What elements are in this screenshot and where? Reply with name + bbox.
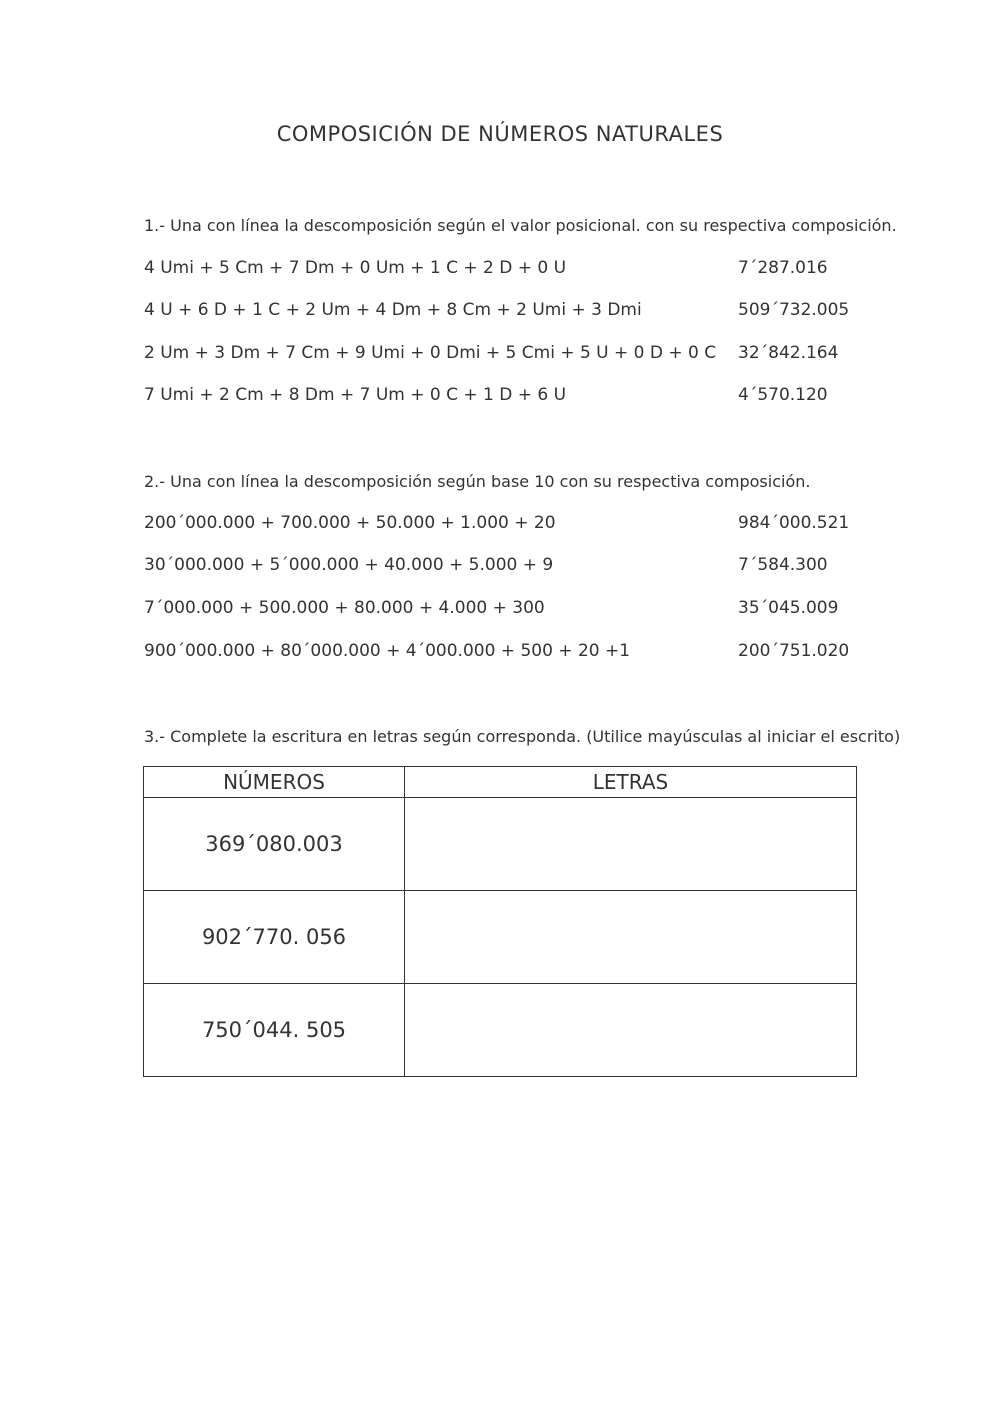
table-row bbox=[144, 984, 857, 1077]
header-letters: LETRAS bbox=[405, 767, 857, 798]
composition-number: 7´584.300 bbox=[738, 555, 828, 575]
section2-row bbox=[144, 555, 864, 579]
decomposition-text: 4 Umi + 5 Cm + 7 Dm + 0 Um + 1 C + 2 D + 0 U bbox=[144, 258, 567, 278]
section1-row bbox=[144, 385, 864, 409]
section2-row bbox=[144, 641, 864, 665]
number-cell: 750´044. 505 bbox=[144, 984, 405, 1077]
number-cell: 369´080.003 bbox=[144, 798, 405, 891]
number-cell: 902´770. 056 bbox=[144, 891, 405, 984]
letters-answer-cell[interactable] bbox=[405, 891, 857, 984]
section3-instruction: 3.- Complete la escritura en letras según corresponda. (Utilice mayúsculas al iniciar el escrito) bbox=[144, 727, 901, 746]
table-row bbox=[144, 891, 857, 984]
letters-answer-cell[interactable] bbox=[405, 984, 857, 1077]
table-header-row bbox=[144, 767, 857, 798]
composition-number: 509´732.005 bbox=[738, 300, 850, 320]
composition-number: 35´045.009 bbox=[738, 598, 839, 618]
numbers-letters-table bbox=[143, 766, 857, 1077]
decomposition-text: 2 Um + 3 Dm + 7 Cm + 9 Umi + 0 Dmi + 5 Cmi + 5 U + 0 D + 0 C bbox=[144, 343, 717, 363]
decomposition-text: 200´000.000 + 700.000 + 50.000 + 1.000 + 20 bbox=[144, 513, 556, 533]
composition-number: 4´570.120 bbox=[738, 385, 828, 405]
table-row bbox=[144, 798, 857, 891]
page-title: COMPOSICIÓN DE NÚMEROS NATURALES bbox=[276, 122, 724, 146]
decomposition-text: 4 U + 6 D + 1 C + 2 Um + 4 Dm + 8 Cm + 2 Umi + 3 Dmi bbox=[144, 300, 642, 320]
composition-number: 32´842.164 bbox=[738, 343, 839, 363]
section1-instruction: 1.- Una con línea la descomposición según el valor posicional. con su respectiva composición. bbox=[144, 216, 897, 235]
section2-instruction: 2.- Una con línea la descomposición según base 10 con su respectiva composición. bbox=[144, 472, 811, 491]
header-numbers: NÚMEROS bbox=[144, 767, 405, 798]
section1-row bbox=[144, 300, 864, 324]
decomposition-text: 30´000.000 + 5´000.000 + 40.000 + 5.000 + 9 bbox=[144, 555, 554, 575]
decomposition-text: 7 Umi + 2 Cm + 8 Dm + 7 Um + 0 C + 1 D + 6 U bbox=[144, 385, 567, 405]
decomposition-text: 7´000.000 + 500.000 + 80.000 + 4.000 + 300 bbox=[144, 598, 545, 618]
section2-row bbox=[144, 598, 864, 622]
section1-row bbox=[144, 343, 864, 367]
letters-answer-cell[interactable] bbox=[405, 798, 857, 891]
section1-row bbox=[144, 258, 864, 282]
composition-number: 7´287.016 bbox=[738, 258, 828, 278]
composition-number: 200´751.020 bbox=[738, 641, 850, 661]
decomposition-text: 900´000.000 + 80´000.000 + 4´000.000 + 500 + 20 +1 bbox=[144, 641, 631, 661]
section2-row bbox=[144, 513, 864, 537]
composition-number: 984´000.521 bbox=[738, 513, 850, 533]
